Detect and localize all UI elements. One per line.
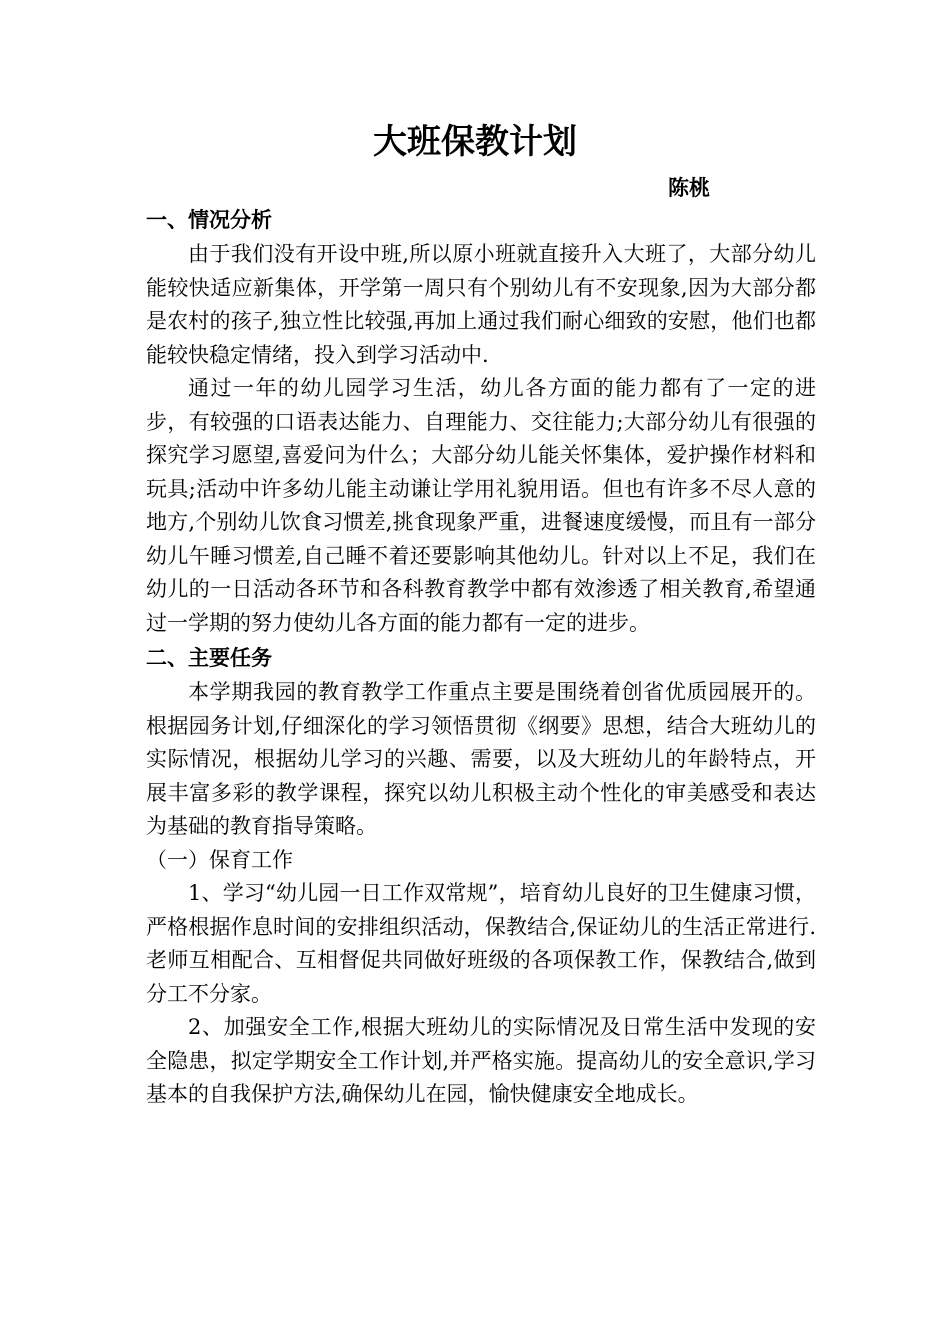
list-item-paragraph: 2、加强安全工作,根据大班幼儿的实际情况及日常生活中发现的安全隐患，拟定学期安全工作计划,并严格实施。提高幼儿的安全意识,学习基本的自我保护方法,确保幼儿在园，愉快健康安全地成长。	[146, 1015, 816, 1106]
document-author: 陈桃	[668, 176, 710, 200]
paragraph: 通过一年的幼儿园学习生活，幼儿各方面的能力都有了一定的进步，有较强的口语表达能力、自理能力、交往能力;大部分幼儿有很强的探究学习愿望,喜爱问为什么；大部分幼儿能关怀集体，爱护操作材料和玩具;活动中许多幼儿能主动谦让学用礼貌用语。但也有许多不尽人意的地方,个别幼儿饮食习惯差,挑食现象严重，进餐速度缓慢，而且有一部分幼儿午睡习惯差,自己睡不着还要影响其他幼儿。针对以上不足，我们在幼儿的一日活动各环节和各科教育教学中都有效渗透了相关教育,希望通过一学期的努力使幼儿各方面的能力都有一定的进步。	[146, 376, 816, 635]
document-title: 大班保教计划	[373, 122, 577, 162]
section-heading-main-tasks: 二、主要任务	[146, 646, 272, 670]
paragraph: 本学期我园的教育教学工作重点主要是围绕着创省优质园展开的。根据园务计划,仔细深化的学习领悟贯彻《纲要》思想，结合大班幼儿的实际情况，根据幼儿学习的兴趣、需要，以及大班幼儿的年龄特点，开展丰富多彩的教学课程，探究以幼儿积极主动个性化的审美感受和表达为基础的教育指导策略。	[146, 680, 816, 838]
document-body	[146, 202, 816, 1112]
list-item-paragraph: 1、学习“幼儿园一日工作双常规”，培育幼儿良好的卫生健康习惯，严格根据作息时间的安排组织活动，保教结合,保证幼儿的生活正常进行.老师互相配合、互相督促共同做好班级的各项保教工作，保教结合,做到分工不分家。	[146, 881, 816, 1006]
paragraph: 由于我们没有开设中班,所以原小班就直接升入大班了，大部分幼儿能较快适应新集体，开学第一周只有个别幼儿有不安现象,因为大部分都是农村的孩子,独立性比较强,再加上通过我们耐心细致的安慰，他们也都能较快稳定情绪，投入到学习活动中.	[146, 242, 816, 367]
section-heading-situation-analysis: 一、情况分析	[146, 208, 272, 232]
subsection-heading-care-work: （一）保育工作	[146, 847, 293, 872]
